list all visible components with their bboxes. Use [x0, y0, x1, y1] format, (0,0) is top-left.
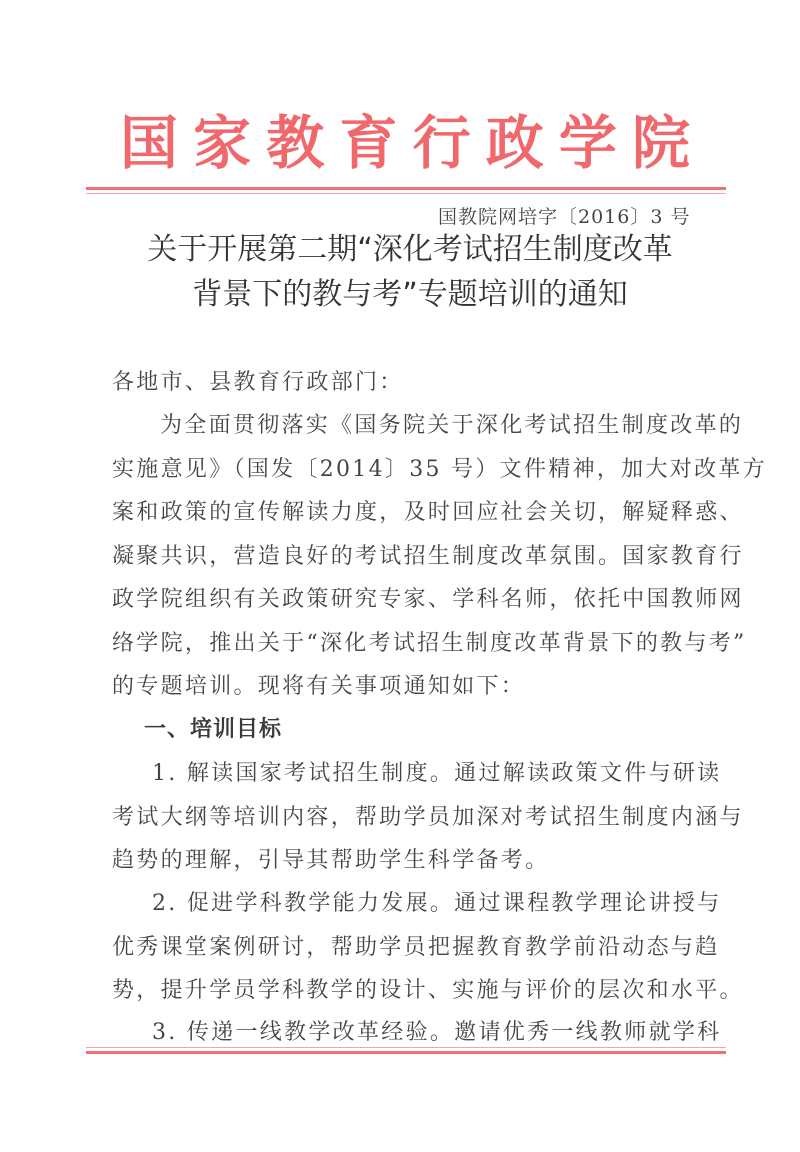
- paragraph-line: 的专题培训。现将有关事项通知如下：: [112, 674, 526, 699]
- paragraph-line: 优秀课堂案例研讨，帮助学员把握教育教学前沿动态与趋: [112, 934, 720, 960]
- paragraph-line: 趋势的理解，引导其帮助学生科学备考。: [112, 848, 550, 873]
- organization-masthead: [120, 108, 690, 178]
- masthead-char: 教: [266, 109, 325, 177]
- masthead-char: 国: [120, 109, 179, 177]
- masthead-char: 家: [193, 109, 252, 177]
- masthead-char: 政: [485, 109, 544, 177]
- paragraph-line: 势，提升学员学科教学的设计、实施与评价的层次和水平。: [112, 978, 744, 1003]
- document-number: 国教院网培字〔2016〕3 号: [438, 206, 691, 228]
- notice-title-line-1: 关于开展第二期“深化考试招生制度改革: [147, 232, 673, 267]
- paragraph-line: 2. 促进学科教学能力发展。通过课程教学理论讲授与: [152, 891, 722, 916]
- paragraph-line: 政学院组织有关政策研究专家、学科名师，依托中国教师网: [112, 587, 744, 612]
- paragraph-line: 案和政策的宣传解读力度，及时回应社会关切，解疑释惑、: [112, 500, 744, 525]
- header-rule-thin: [86, 193, 726, 194]
- paragraph-line: 凝聚共识，营造良好的考试招生制度改革氛围。国家教育行: [112, 543, 744, 569]
- paragraph-line: 3. 传递一线教学改革经验。邀请优秀一线教师就学科: [152, 1020, 722, 1045]
- section-heading-training-goals: 一、培训目标: [144, 717, 283, 742]
- goal-item-1: [112, 752, 744, 883]
- intro-paragraph: [112, 404, 767, 709]
- paragraph-line: 络学院，推出关于“深化考试招生制度改革背景下的教与考”: [112, 630, 747, 656]
- footer-rule-thin: [86, 1047, 726, 1048]
- paragraph-line: 实施意见》（国发〔2014〕35 号）文件精神，加大对改革方: [112, 456, 767, 482]
- paragraph-line: 为全面贯彻落实《国务院关于深化考试招生制度改革的: [160, 413, 744, 438]
- paragraph-line: 考试大纲等培训内容，帮助学员加深对考试招生制度内涵与: [112, 804, 744, 830]
- salutation: [112, 361, 712, 405]
- masthead-char: 院: [631, 109, 690, 177]
- notice-title-line-2: 背景下的教与考”专题培训的通知: [192, 277, 628, 312]
- salutation-text: 各地市、县教育行政部门：: [112, 370, 404, 395]
- header-rule-thick: [86, 187, 726, 190]
- paragraph-line: 1. 解读国家考试招生制度。通过解读政策文件与研读: [152, 761, 722, 786]
- masthead-char: 行: [412, 109, 471, 177]
- masthead-char: 育: [339, 109, 398, 177]
- footer-rule-thick: [86, 1051, 726, 1054]
- goal-item-2: [112, 882, 744, 1013]
- masthead-char: 学: [558, 109, 617, 177]
